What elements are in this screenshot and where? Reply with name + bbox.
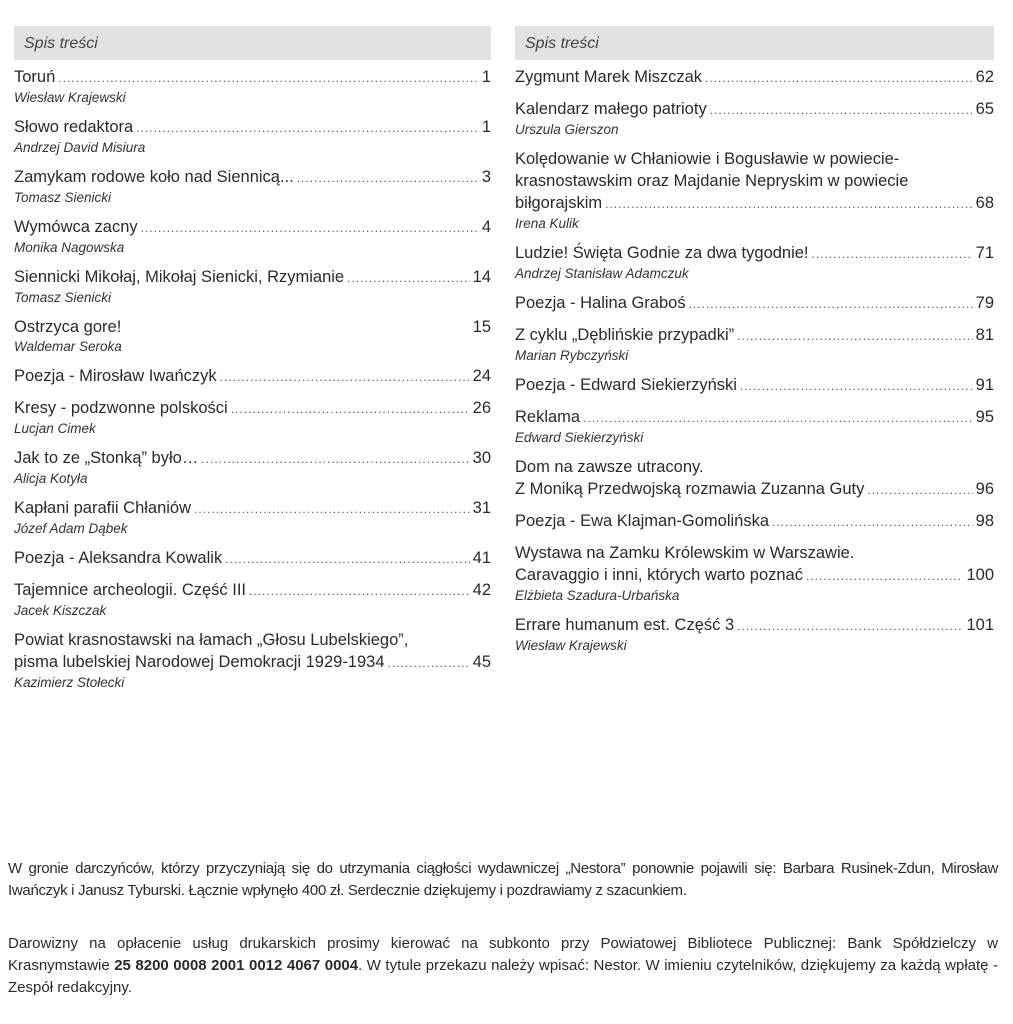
entry-line [14, 497, 491, 520]
donation-outro: . W tytule przekazu należy wpisać: Nestor. W imieniu czytelników, dziękujemy za każdą wpłatę - Zespół redakcyjny. [8, 957, 998, 996]
donors-note: W gronie darczyńców, którzy przyczyniają się do utrzymania ciągłości wydawniczej „Nestora” ponownie pojawili się: Barbara Rusinek-Zdun, Mirosław Iwańczyk i Janusz Tyburski. Łącznie wpłynęło 400 zł. Serdecznie dziękujemy i pozdrawiamy z szacunkiem. [8, 860, 998, 899]
entry-author: Wiesław Krajewski [14, 90, 126, 105]
entry-line [14, 66, 491, 89]
dot-leader [812, 243, 973, 265]
dot-leader [136, 117, 479, 139]
toc-entry [14, 447, 491, 488]
entry-line [515, 478, 994, 501]
entry-title: Errare humanum est. Część 3 [515, 616, 735, 634]
entry-author: Wiesław Krajewski [515, 638, 627, 653]
entry-line [14, 116, 491, 139]
entry-page: 14 [472, 268, 491, 286]
toc-header: Spis treści [515, 26, 994, 60]
entry-page: 65 [975, 100, 994, 118]
dot-leader [249, 580, 470, 602]
dot-leader [772, 511, 973, 533]
entry-title: Jak to ze „Stonką” było… [14, 449, 199, 467]
toc-entry [515, 324, 994, 365]
entry-title: pisma lubelskiej Narodowej Demokracji 1929-1934 [14, 653, 385, 671]
entry-page: 62 [975, 68, 994, 86]
entry-line [515, 406, 994, 429]
entry-title: Kresy - podzwonne polskości [14, 399, 228, 417]
entry-title: Poezja - Ewa Klajman-Gomolińska [515, 512, 770, 530]
entry-page: 1 [481, 118, 491, 136]
toc-entry [515, 242, 994, 283]
entry-page: 42 [472, 581, 491, 599]
entry-page: 45 [472, 653, 491, 671]
entry-title: Słowo redaktora [14, 118, 134, 136]
dot-leader [740, 375, 973, 397]
donation-note [8, 933, 998, 999]
entry-author: Alicja Kotyła [14, 471, 88, 486]
dot-leader [225, 548, 469, 570]
entry-title: Toruń [14, 68, 56, 86]
dot-leader [710, 99, 973, 121]
dot-leader [58, 67, 479, 89]
toc-entry [14, 66, 491, 107]
entry-author: Tomasz Sienicki [14, 190, 112, 205]
entry-title: Z Moniką Przedwojską rozmawia Zuzanna Guty [515, 480, 865, 498]
entry-title: Zygmunt Marek Miszczak [515, 68, 703, 86]
entry-line [14, 447, 491, 470]
account-number: 25 8200 0008 2001 0012 4067 0004 [114, 957, 359, 974]
entry-page: 15 [472, 318, 491, 336]
entry-author: Irena Kulik [515, 216, 579, 231]
entry-title-line: Dom na zawsze utracony. [515, 458, 704, 476]
entry-title: Ostrzyca gore! [14, 318, 122, 336]
entry-title-line: Kolędowanie w Chłaniowie i Bogusławie w powiecie- [515, 150, 900, 168]
toc-entry [515, 406, 994, 447]
entry-page: 26 [472, 399, 491, 417]
entry-author: Elżbieta Szadura-Urbańska [515, 588, 680, 603]
entry-author: Lucjan Cimek [14, 421, 96, 436]
entry-line [515, 292, 994, 315]
entry-title: Poezja - Halina Graboś [515, 294, 686, 312]
dot-leader [201, 448, 469, 470]
entry-line [14, 266, 491, 289]
entry-title: Kalendarz małego patrioty [515, 100, 707, 118]
entry-title-line: Wystawa na Zamku Królewskim w Warszawie. [515, 544, 855, 562]
entry-line [14, 365, 491, 388]
toc-left-column [14, 26, 491, 701]
entry-title: Z cyklu „Dęblińskie przypadki” [515, 326, 735, 344]
dot-leader [705, 67, 973, 89]
entry-line [515, 242, 994, 265]
entry-page: 30 [472, 449, 491, 467]
toc-entry [14, 216, 491, 257]
entry-title: Poezja - Mirosław Iwańczyk [14, 367, 217, 385]
toc-entry [14, 316, 491, 356]
entry-page: 91 [975, 376, 994, 394]
dot-leader [347, 267, 470, 289]
entry-title: biłgorajskim [515, 194, 603, 212]
entry-line [14, 316, 491, 338]
entry-line [515, 614, 994, 637]
entry-page: 96 [975, 480, 994, 498]
entry-author: Józef Adam Dąbek [14, 521, 128, 536]
toc-entry [14, 365, 491, 388]
entry-page: 68 [975, 194, 994, 212]
donation-intro: Darowizny na opłacenie usług drukarskich prosimy kierować na subkonto przy Powiatowej Bibliotece Publicznej: Bank Spółdzielczy w Krasnymstawie [8, 935, 998, 974]
entry-page: 1 [481, 68, 491, 86]
entry-page: 24 [472, 367, 491, 385]
toc-entry [14, 166, 491, 207]
dot-leader [231, 398, 470, 420]
entry-author: Urszula Gierszon [515, 122, 619, 137]
entry-page: 4 [481, 218, 491, 236]
entry-author: Andrzej Stanisław Adamczuk [515, 266, 689, 281]
entry-page: 98 [975, 512, 994, 530]
entry-line [515, 98, 994, 121]
toc-right-column [515, 26, 994, 664]
entry-line [515, 510, 994, 533]
entry-title-line: Powiat krasnostawski na łamach „Głosu Lubelskiego”, [14, 631, 409, 649]
toc-entry [515, 542, 994, 605]
entry-line [515, 192, 994, 215]
toc-entry [14, 497, 491, 538]
entry-page: 3 [481, 168, 491, 186]
entry-author: Marian Rybczyński [515, 348, 629, 363]
dot-leader [689, 293, 973, 315]
dot-leader [737, 615, 963, 637]
entry-author: Monika Nagowska [14, 240, 125, 255]
entry-title: Kapłani parafii Chłaniów [14, 499, 192, 517]
entry-page: 79 [975, 294, 994, 312]
entry-title: Poezja - Edward Siekierzyński [515, 376, 737, 394]
entry-title: Tajemnice archeologii. Część III [14, 581, 247, 599]
entry-line [14, 651, 491, 674]
entry-line [515, 374, 994, 397]
dot-leader [297, 167, 479, 189]
toc-entry [14, 547, 491, 570]
entry-line [14, 547, 491, 570]
entry-page: 31 [472, 499, 491, 517]
toc-entry [515, 614, 994, 655]
entry-title: Caravaggio i inni, których warto poznać [515, 566, 803, 584]
entry-page: 71 [975, 244, 994, 262]
entry-author: Andrzej David Misiura [14, 140, 146, 155]
entry-title: Siennicki Mikołaj, Mikołaj Sienicki, Rzymianie [14, 268, 345, 286]
entry-author: Edward Siekierzyński [515, 430, 644, 445]
toc-entry [515, 510, 994, 533]
toc-entry [515, 292, 994, 315]
dot-leader [583, 407, 973, 429]
toc-entry [515, 148, 994, 233]
entry-line [14, 397, 491, 420]
entry-author: Kazimierz Stołecki [14, 675, 125, 690]
entry-title: Ludzie! Święta Godnie za dwa tygodnie! [515, 244, 809, 262]
toc-entry [515, 456, 994, 501]
entry-line [515, 66, 994, 89]
entry-page: 95 [975, 408, 994, 426]
entry-title: Reklama [515, 408, 581, 426]
toc-entry [14, 116, 491, 157]
entry-line [14, 216, 491, 239]
dot-leader [220, 366, 470, 388]
toc-entry [14, 266, 491, 307]
entry-author: Jacek Kiszczak [14, 603, 107, 618]
dot-leader [194, 498, 470, 520]
entry-title: Zamykam rodowe koło nad Siennicą... [14, 168, 294, 186]
entry-title: Wymówca zacny [14, 218, 138, 236]
dot-leader [605, 193, 973, 215]
entry-title-line: krasnostawskim oraz Majdanie Nepryskim w powiecie [515, 172, 909, 190]
entry-page: 81 [975, 326, 994, 344]
dot-leader [806, 565, 963, 587]
dot-leader [141, 217, 479, 239]
toc-entry [515, 66, 994, 89]
entry-author: Waldemar Seroka [14, 339, 122, 354]
entry-line [515, 564, 994, 587]
toc-entry [14, 629, 491, 692]
toc-entry [515, 98, 994, 139]
entry-line [14, 166, 491, 189]
toc-header: Spis treści [14, 26, 491, 60]
entry-author: Tomasz Sienicki [14, 290, 112, 305]
entry-page: 100 [966, 566, 994, 584]
dot-leader [867, 479, 972, 501]
entry-line [515, 324, 994, 347]
entry-page: 41 [472, 549, 491, 567]
toc-entry [515, 374, 994, 397]
toc-entry [14, 579, 491, 620]
entry-title: Poezja - Aleksandra Kowalik [14, 549, 223, 567]
entry-line [14, 579, 491, 602]
toc-entry [14, 397, 491, 438]
entry-page: 101 [966, 616, 994, 634]
dot-leader [388, 652, 470, 674]
dot-leader [737, 325, 972, 347]
